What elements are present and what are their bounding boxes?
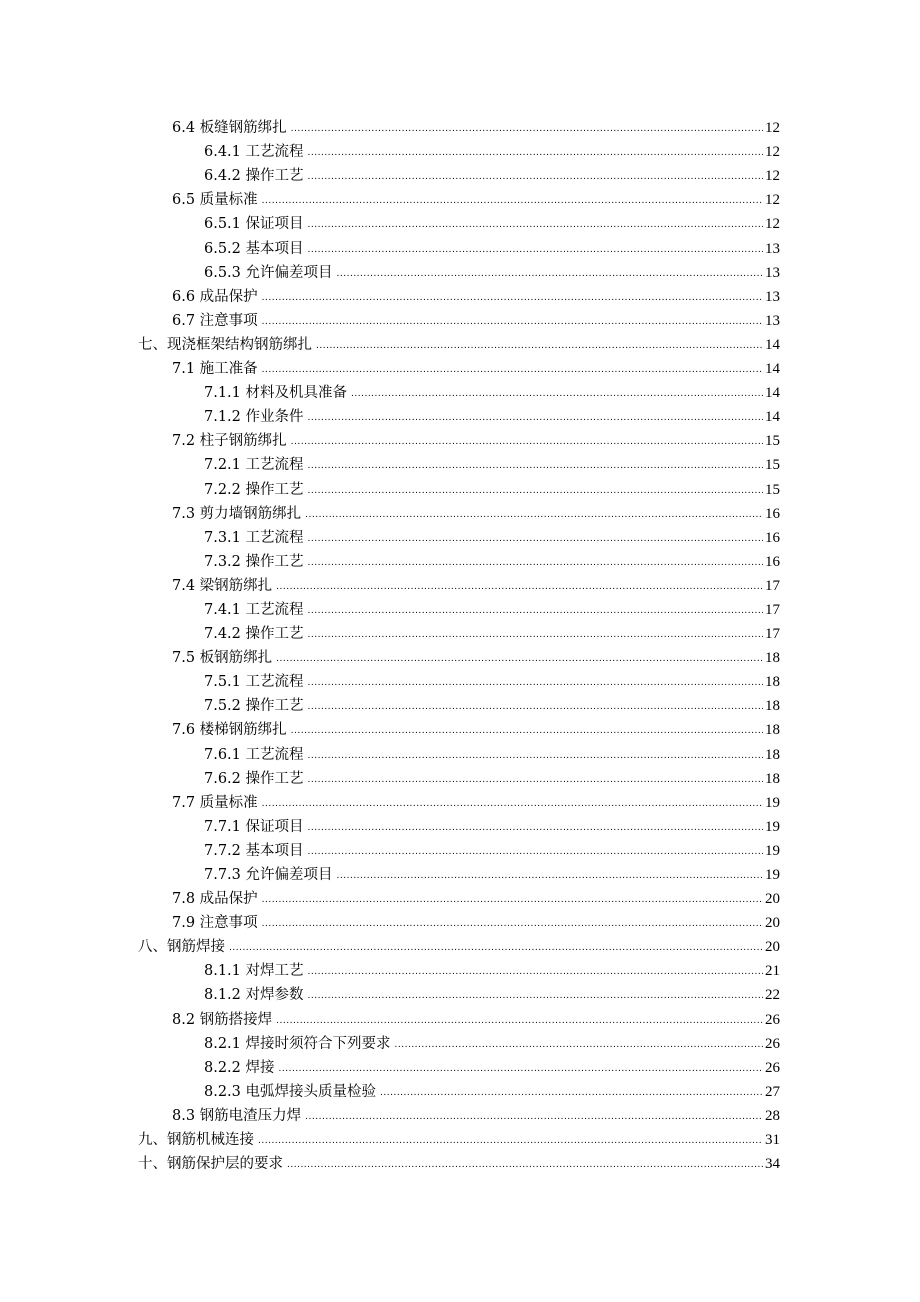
toc-entry[interactable] <box>0 932 920 956</box>
toc-dot-leader <box>262 317 763 330</box>
toc-dot-leader <box>287 1160 763 1173</box>
toc-dot-leader <box>276 1016 763 1029</box>
toc-entry-page-number: 15 <box>765 481 780 498</box>
toc-entry-page-number: 15 <box>765 433 780 450</box>
toc-dot-leader <box>308 486 763 499</box>
toc-entry-page-number: 13 <box>765 288 780 305</box>
toc-entry-page-number: 12 <box>765 168 780 185</box>
toc-entry-page-number: 27 <box>765 1083 780 1100</box>
toc-entry-label: 7.1.1 材料及机具准备 <box>204 385 348 402</box>
toc-entry-page-number: 12 <box>765 144 780 161</box>
toc-entry[interactable] <box>0 739 920 763</box>
toc-entry[interactable] <box>0 908 920 932</box>
toc-entry-page-number: 18 <box>765 650 780 667</box>
toc-entry-label: 7.5.1 工艺流程 <box>204 674 304 691</box>
toc-entry-label: 7.6 楼梯钢筋绑扎 <box>172 722 287 739</box>
toc-dot-leader <box>380 1088 763 1101</box>
toc-entry-label: 7.3.1 工艺流程 <box>204 529 304 546</box>
toc-dot-leader <box>337 269 763 282</box>
toc-entry-page-number: 19 <box>765 794 780 811</box>
toc-entry[interactable] <box>0 812 920 836</box>
toc-entry[interactable] <box>0 1125 920 1149</box>
toc-entry-label: 7.2.2 操作工艺 <box>204 481 304 498</box>
toc-entry[interactable] <box>0 836 920 860</box>
toc-dot-leader <box>291 437 763 450</box>
toc-entry-label: 7.3.2 操作工艺 <box>204 553 304 570</box>
toc-entry-page-number: 19 <box>765 842 780 859</box>
toc-entry-page-number: 20 <box>765 891 780 908</box>
toc-entry[interactable] <box>0 1004 920 1028</box>
toc-entry-page-number: 16 <box>765 553 780 570</box>
toc-entry-page-number: 19 <box>765 818 780 835</box>
toc-dot-leader <box>308 172 763 185</box>
toc-entry-label: 十、钢筋保护层的要求 <box>138 1156 283 1173</box>
toc-entry[interactable] <box>0 523 920 547</box>
toc-entry-page-number: 18 <box>765 770 780 787</box>
toc-entry-page-number: 26 <box>765 1011 780 1028</box>
toc-entry[interactable] <box>0 1077 920 1101</box>
toc-entry-label: 7.6.2 操作工艺 <box>204 770 304 787</box>
toc-dot-leader <box>291 726 763 739</box>
toc-dot-leader <box>308 534 763 547</box>
toc-entry[interactable] <box>0 402 920 426</box>
toc-entry-page-number: 14 <box>765 361 780 378</box>
toc-entry-page-number: 16 <box>765 505 780 522</box>
toc-dot-leader <box>308 461 763 474</box>
toc-entry-page-number: 17 <box>765 601 780 618</box>
toc-entry-label: 7.5 板钢筋绑扎 <box>172 650 273 667</box>
toc-dot-leader <box>308 823 763 836</box>
toc-entry-label: 八、钢筋焊接 <box>138 939 225 956</box>
toc-dot-leader <box>308 775 763 788</box>
toc-entry-label: 7.9 注意事项 <box>172 915 258 932</box>
toc-entry[interactable] <box>0 1149 920 1173</box>
toc-entry[interactable] <box>0 643 920 667</box>
toc-dot-leader <box>351 389 763 402</box>
toc-dot-leader <box>262 365 763 378</box>
toc-dot-leader <box>308 847 763 860</box>
toc-dot-leader <box>308 220 763 233</box>
toc-entry[interactable] <box>0 956 920 980</box>
toc-dot-leader <box>308 558 763 571</box>
toc-dot-leader <box>308 630 763 643</box>
toc-entry[interactable] <box>0 980 920 1004</box>
toc-dot-leader <box>262 895 763 908</box>
toc-entry-page-number: 20 <box>765 915 780 932</box>
toc-dot-leader <box>262 293 763 306</box>
toc-dot-leader <box>276 654 763 667</box>
toc-dot-leader <box>395 1040 763 1053</box>
toc-entry-page-number: 18 <box>765 674 780 691</box>
toc-dot-leader <box>262 196 763 209</box>
toc-entry[interactable] <box>0 330 920 354</box>
toc-entry-label: 6.5 质量标准 <box>172 192 258 209</box>
toc-dot-leader <box>258 1136 763 1149</box>
toc-entry-label: 8.2.3 电弧焊接头质量检验 <box>204 1083 377 1100</box>
toc-dot-leader <box>305 1112 763 1125</box>
toc-entry-label: 7.5.2 操作工艺 <box>204 698 304 715</box>
toc-entry-label: 7.4.1 工艺流程 <box>204 601 304 618</box>
toc-entry-label: 8.2.2 焊接 <box>204 1059 275 1076</box>
toc-entry-page-number: 15 <box>765 457 780 474</box>
toc-entry[interactable] <box>0 378 920 402</box>
toc-dot-leader <box>308 967 763 980</box>
toc-entry[interactable] <box>0 233 920 257</box>
toc-entry[interactable] <box>0 354 920 378</box>
toc-dot-leader <box>276 582 763 595</box>
toc-entry[interactable] <box>0 426 920 450</box>
toc-entry-label: 8.1.1 对焊工艺 <box>204 963 304 980</box>
toc-entry[interactable] <box>0 860 920 884</box>
toc-entry-label: 8.1.2 对焊参数 <box>204 987 304 1004</box>
toc-entry[interactable] <box>0 209 920 233</box>
toc-entry[interactable] <box>0 137 920 161</box>
toc-entry-page-number: 12 <box>765 216 780 233</box>
toc-dot-leader <box>308 678 763 691</box>
toc-entry-label: 7.1 施工准备 <box>172 361 258 378</box>
toc-entry[interactable] <box>0 764 920 788</box>
toc-entry-page-number: 13 <box>765 240 780 257</box>
toc-entry-label: 8.2 钢筋搭接焊 <box>172 1011 273 1028</box>
toc-entry-page-number: 22 <box>765 987 780 1004</box>
toc-entry[interactable] <box>0 185 920 209</box>
toc-entry-label: 7.7.3 允许偏差项目 <box>204 867 333 883</box>
toc-dot-leader <box>308 702 763 715</box>
toc-dot-leader <box>308 991 763 1004</box>
toc-dot-leader <box>308 245 763 258</box>
toc-entry-label: 6.5.1 保证项目 <box>204 216 304 233</box>
toc-entry-label: 6.4.1 工艺流程 <box>204 144 304 161</box>
toc-entry-label: 七、现浇框架结构钢筋绑扎 <box>138 336 312 353</box>
toc-entry-page-number: 31 <box>765 1132 780 1149</box>
toc-entry[interactable] <box>0 619 920 643</box>
toc-entry-label: 7.6.1 工艺流程 <box>204 746 304 763</box>
toc-entry[interactable] <box>0 691 920 715</box>
toc-dot-leader <box>305 510 763 523</box>
toc-entry-label: 7.4 梁钢筋绑扎 <box>172 577 273 594</box>
toc-entry-page-number: 26 <box>765 1035 780 1052</box>
toc-entry-page-number: 21 <box>765 963 780 980</box>
toc-entry-page-number: 13 <box>765 312 780 329</box>
toc-entry[interactable] <box>0 1053 920 1077</box>
toc-entry[interactable] <box>0 1029 920 1053</box>
toc-entry-page-number: 17 <box>765 577 780 594</box>
toc-entry-label: 6.5.2 基本项目 <box>204 240 304 257</box>
toc-entry-page-number: 18 <box>765 722 780 739</box>
toc-entry-label: 8.3 钢筋电渣压力焊 <box>172 1107 302 1124</box>
toc-entry[interactable] <box>0 450 920 474</box>
toc-entry-label: 7.2 柱子钢筋绑扎 <box>172 433 287 450</box>
toc-entry-page-number: 12 <box>765 192 780 209</box>
toc-entry[interactable] <box>0 474 920 498</box>
toc-entry-page-number: 20 <box>765 939 780 956</box>
toc-dot-leader <box>308 751 763 764</box>
toc-dot-leader <box>229 943 763 956</box>
toc-entry[interactable] <box>0 715 920 739</box>
toc-entry[interactable] <box>0 884 920 908</box>
table-of-contents <box>0 113 920 1173</box>
toc-entry-label: 6.6 成品保护 <box>172 288 258 305</box>
toc-entry-page-number: 34 <box>765 1156 780 1173</box>
toc-entry[interactable] <box>0 571 920 595</box>
toc-entry-page-number: 12 <box>765 120 780 137</box>
toc-entry-label: 7.1.2 作业条件 <box>204 409 304 426</box>
toc-entry-page-number: 19 <box>765 867 780 883</box>
toc-entry-label: 7.7.1 保证项目 <box>204 818 304 835</box>
toc-entry-label: 6.7 注意事项 <box>172 312 258 329</box>
toc-entry-page-number: 18 <box>765 746 780 763</box>
toc-dot-leader <box>337 871 763 884</box>
toc-entry-label: 九、钢筋机械连接 <box>138 1132 254 1149</box>
toc-entry[interactable] <box>0 547 920 571</box>
toc-dot-leader <box>262 919 763 932</box>
toc-entry[interactable] <box>0 161 920 185</box>
toc-entry[interactable] <box>0 1101 920 1125</box>
toc-dot-leader <box>308 148 763 161</box>
toc-entry[interactable] <box>0 258 920 282</box>
toc-entry-label: 6.4.2 操作工艺 <box>204 168 304 185</box>
toc-entry-label: 7.2.1 工艺流程 <box>204 457 304 474</box>
toc-dot-leader <box>291 124 763 137</box>
toc-entry[interactable] <box>0 113 920 137</box>
toc-entry-page-number: 14 <box>765 385 780 402</box>
toc-entry[interactable] <box>0 306 920 330</box>
toc-entry-label: 7.7 质量标准 <box>172 794 258 811</box>
toc-entry-page-number: 14 <box>765 336 780 353</box>
toc-dot-leader <box>279 1064 763 1077</box>
toc-entry-label: 7.7.2 基本项目 <box>204 842 304 859</box>
toc-entry-label: 7.3 剪力墙钢筋绑扎 <box>172 505 302 522</box>
toc-entry[interactable] <box>0 788 920 812</box>
toc-entry-page-number: 26 <box>765 1059 780 1076</box>
toc-entry-label: 8.2.1 焊接时须符合下列要求 <box>204 1035 391 1052</box>
toc-entry-page-number: 18 <box>765 698 780 715</box>
toc-entry-page-number: 13 <box>765 264 780 281</box>
toc-entry[interactable] <box>0 499 920 523</box>
toc-entry-label: 7.8 成品保护 <box>172 891 258 908</box>
toc-entry-page-number: 14 <box>765 409 780 426</box>
toc-entry[interactable] <box>0 667 920 691</box>
toc-dot-leader <box>262 799 763 812</box>
toc-entry[interactable] <box>0 282 920 306</box>
toc-entry-label: 7.4.2 操作工艺 <box>204 626 304 643</box>
toc-entry-label: 6.4 板缝钢筋绑扎 <box>172 120 287 137</box>
toc-entry[interactable] <box>0 595 920 619</box>
toc-entry-page-number: 17 <box>765 626 780 643</box>
toc-dot-leader <box>316 341 763 354</box>
toc-entry-page-number: 16 <box>765 529 780 546</box>
toc-entry-page-number: 28 <box>765 1107 780 1124</box>
toc-dot-leader <box>308 413 763 426</box>
toc-entry-label: 6.5.3 允许偏差项目 <box>204 264 333 281</box>
toc-dot-leader <box>308 606 763 619</box>
